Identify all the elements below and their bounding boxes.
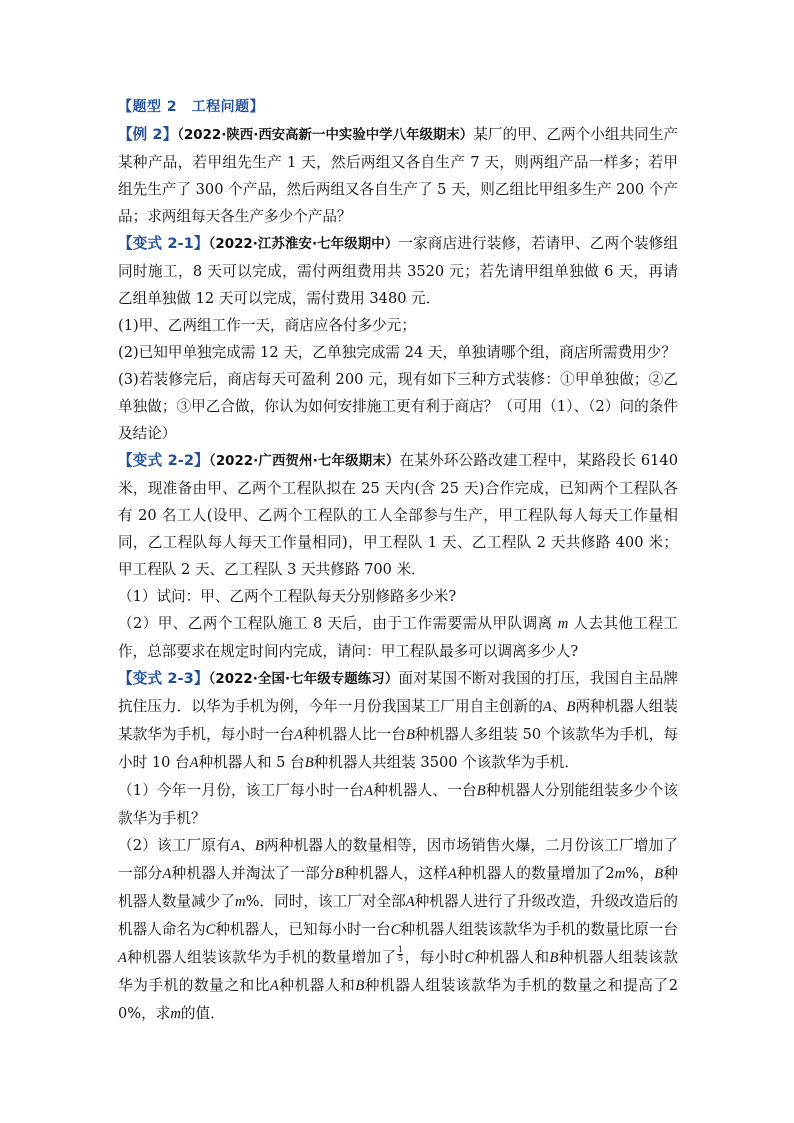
math-var-a: A: [118, 950, 127, 966]
variant-2-2-paragraph: [118, 447, 678, 583]
math-var-a: A: [405, 894, 415, 910]
variant-2-1-label: 【变式 2-1】: [118, 235, 209, 252]
math-m-percent: m%: [235, 893, 260, 910]
math-var-a: A: [189, 755, 199, 771]
math-var-b: B: [654, 866, 664, 882]
example-source: （2022·陕西·西安高新一中实验中学八年级期末）: [177, 128, 474, 143]
variant-2-3-label: 【变式 2-3】: [118, 670, 209, 687]
math-var-b: B: [355, 978, 365, 994]
variant-2-2-source: （2022·广西贺州·七年级期末）: [208, 454, 400, 469]
math-var-a: A: [447, 866, 457, 882]
math-var-a: A: [269, 978, 279, 994]
math-var-a: A: [294, 727, 304, 743]
variant-2-2-question-1: （1）试问：甲、乙两个工程队每天分别修路多少米?: [118, 588, 457, 605]
math-var-m: m: [170, 1006, 181, 1022]
variant-2-3-question-1: （1）今年一月份，该工厂每小时一台A种机器人、一台B种机器人分别能组装多少个该款华为手机？: [118, 782, 678, 827]
math-var-b: B: [476, 783, 486, 799]
variant-2-2-label: 【变式 2-2】: [118, 452, 209, 469]
variant-2-1-question-1: (1)甲、乙两组工作一天，商店应各付多少元；: [118, 317, 416, 334]
variant-2-3-question-2: （2）该工厂原有A、B两种机器人的数量相等，因市场销售火爆，二月份该工厂增加了一部分A种机器人并淘汰了一部分B种机器人，这样A种机器人的数量增加了2m%，B种机器人数量减少了m%．同时，该工厂对全部A种机器人进行了升级改造，升级改造后的机器人命名为C种机器人，已知每小时一台C种机器人组装该款华为手机的数量比原一台A种机器人组装该款华为手机的数量增加了 $\frac{1}{5}$ ，每小时C种机器人和B种机器人组装该款华为手机的数量之和比A种机器人和B种机器人组装该款华为手机的数量之和提高了20%，求m的值．: [118, 837, 678, 1022]
math-var-b: B: [334, 866, 344, 882]
example-2-paragraph: [118, 121, 678, 230]
math-var-b: B: [566, 699, 576, 715]
math-var-c: C: [464, 950, 475, 966]
example-label: 【例 2】: [118, 126, 178, 143]
section-title: 【题型 2 工程问题】: [118, 99, 265, 115]
example-text: 某厂的甲、乙两个小组共同生产某种产品，若甲组先生产 1 天，然后两组又各自生产 7 天，则两组产品一样多；若甲组先生产了 300 个产品，然后两组又各自生产了 5 天，则乙组比甲组多生产 200 个产品；求两组每天各生产多少个产品？: [118, 126, 678, 225]
variant-2-3-source: （2022·全国·七年级专题练习）: [208, 672, 399, 687]
variant-2-1-text: 一家商店进行装修，若请甲、乙两个装修组同时施工，8 天可以完成，需付两组费用共 3520 元；若先请甲组单独做 6 天，再请乙组单独做 12 天可以完成，需付费用 3480 元．: [118, 235, 678, 307]
math-var-m: m: [557, 616, 569, 632]
variant-2-1-paragraph: [118, 230, 678, 312]
math-var-b: B: [406, 727, 415, 743]
variant-2-2-question-2: （2）甲、乙两个工程队施工 8 天后，由于工作需要需从甲队调离 m 人去其他工程工作，总部要求在规定时间内完成，请问：甲工程队最多可以调离多少人?: [118, 615, 679, 660]
variant-2-1-question-2: (2)已知甲单独完成需 12 天，乙单独完成需 24 天，单独请哪个组，商店所需费用少？: [118, 344, 676, 361]
math-var-a: A: [542, 699, 552, 715]
math-2m-percent: 2m%: [605, 865, 640, 882]
math-var-b: B: [304, 755, 314, 771]
math-var-c: C: [205, 922, 216, 938]
variant-2-2-text: 在某外环公路改建工程中，某路段长 6140 米，现准备由甲、乙两个工程队拟在 25 天内(含 25 天)合作完成，已知两个工程队各有 20 名工人(设甲、乙两个工程队的工人全部参与生产，甲工程队每人每天工作量相同，乙工程队每人每天工作量相同)，甲工程队 1 天、乙工程队 2 天共修路 400 米；甲工程队 2 天、乙工程队 3 天共修路 700 米．: [118, 452, 678, 578]
math-var-b: B: [549, 950, 559, 966]
math-fraction-one-fifth: $\frac{1}{5}$: [397, 944, 403, 963]
variant-2-3-paragraph: 【变式 2-3】（2022·全国·七年级专题练习）面对某国不断对我国的打压，我国自主品牌抗住压力．以华为手机为例，今年一月份我国某工厂用自主创新的A、B两种机器人组装某款华为手机，每小时一台A种机器人比一台B种机器人多组装 50 个该款华为手机，每小时 10 台A种机器人和 5 台B种机器人共组装 3500 个该款华为手机．: [118, 670, 678, 771]
math-20-percent: 20%: [118, 977, 678, 1022]
math-var-c: C: [390, 922, 401, 938]
math-var-a: A: [231, 838, 240, 854]
math-var-b: B: [254, 838, 264, 854]
math-var-a: A: [364, 783, 374, 799]
variant-2-1-source: （2022·江苏淮安·七年级期中）: [208, 237, 399, 252]
document-page: [118, 94, 678, 1028]
math-var-a: A: [162, 866, 172, 882]
variant-2-1-question-3: (3)若装修完后，商店每天可盈利 200 元，现有如下三种方式装修：①甲单独做；②乙单独做；③甲乙合做，你认为如何安排施工更有利于商店？（可用（1）、（2）问的条件及结论）: [118, 371, 678, 442]
